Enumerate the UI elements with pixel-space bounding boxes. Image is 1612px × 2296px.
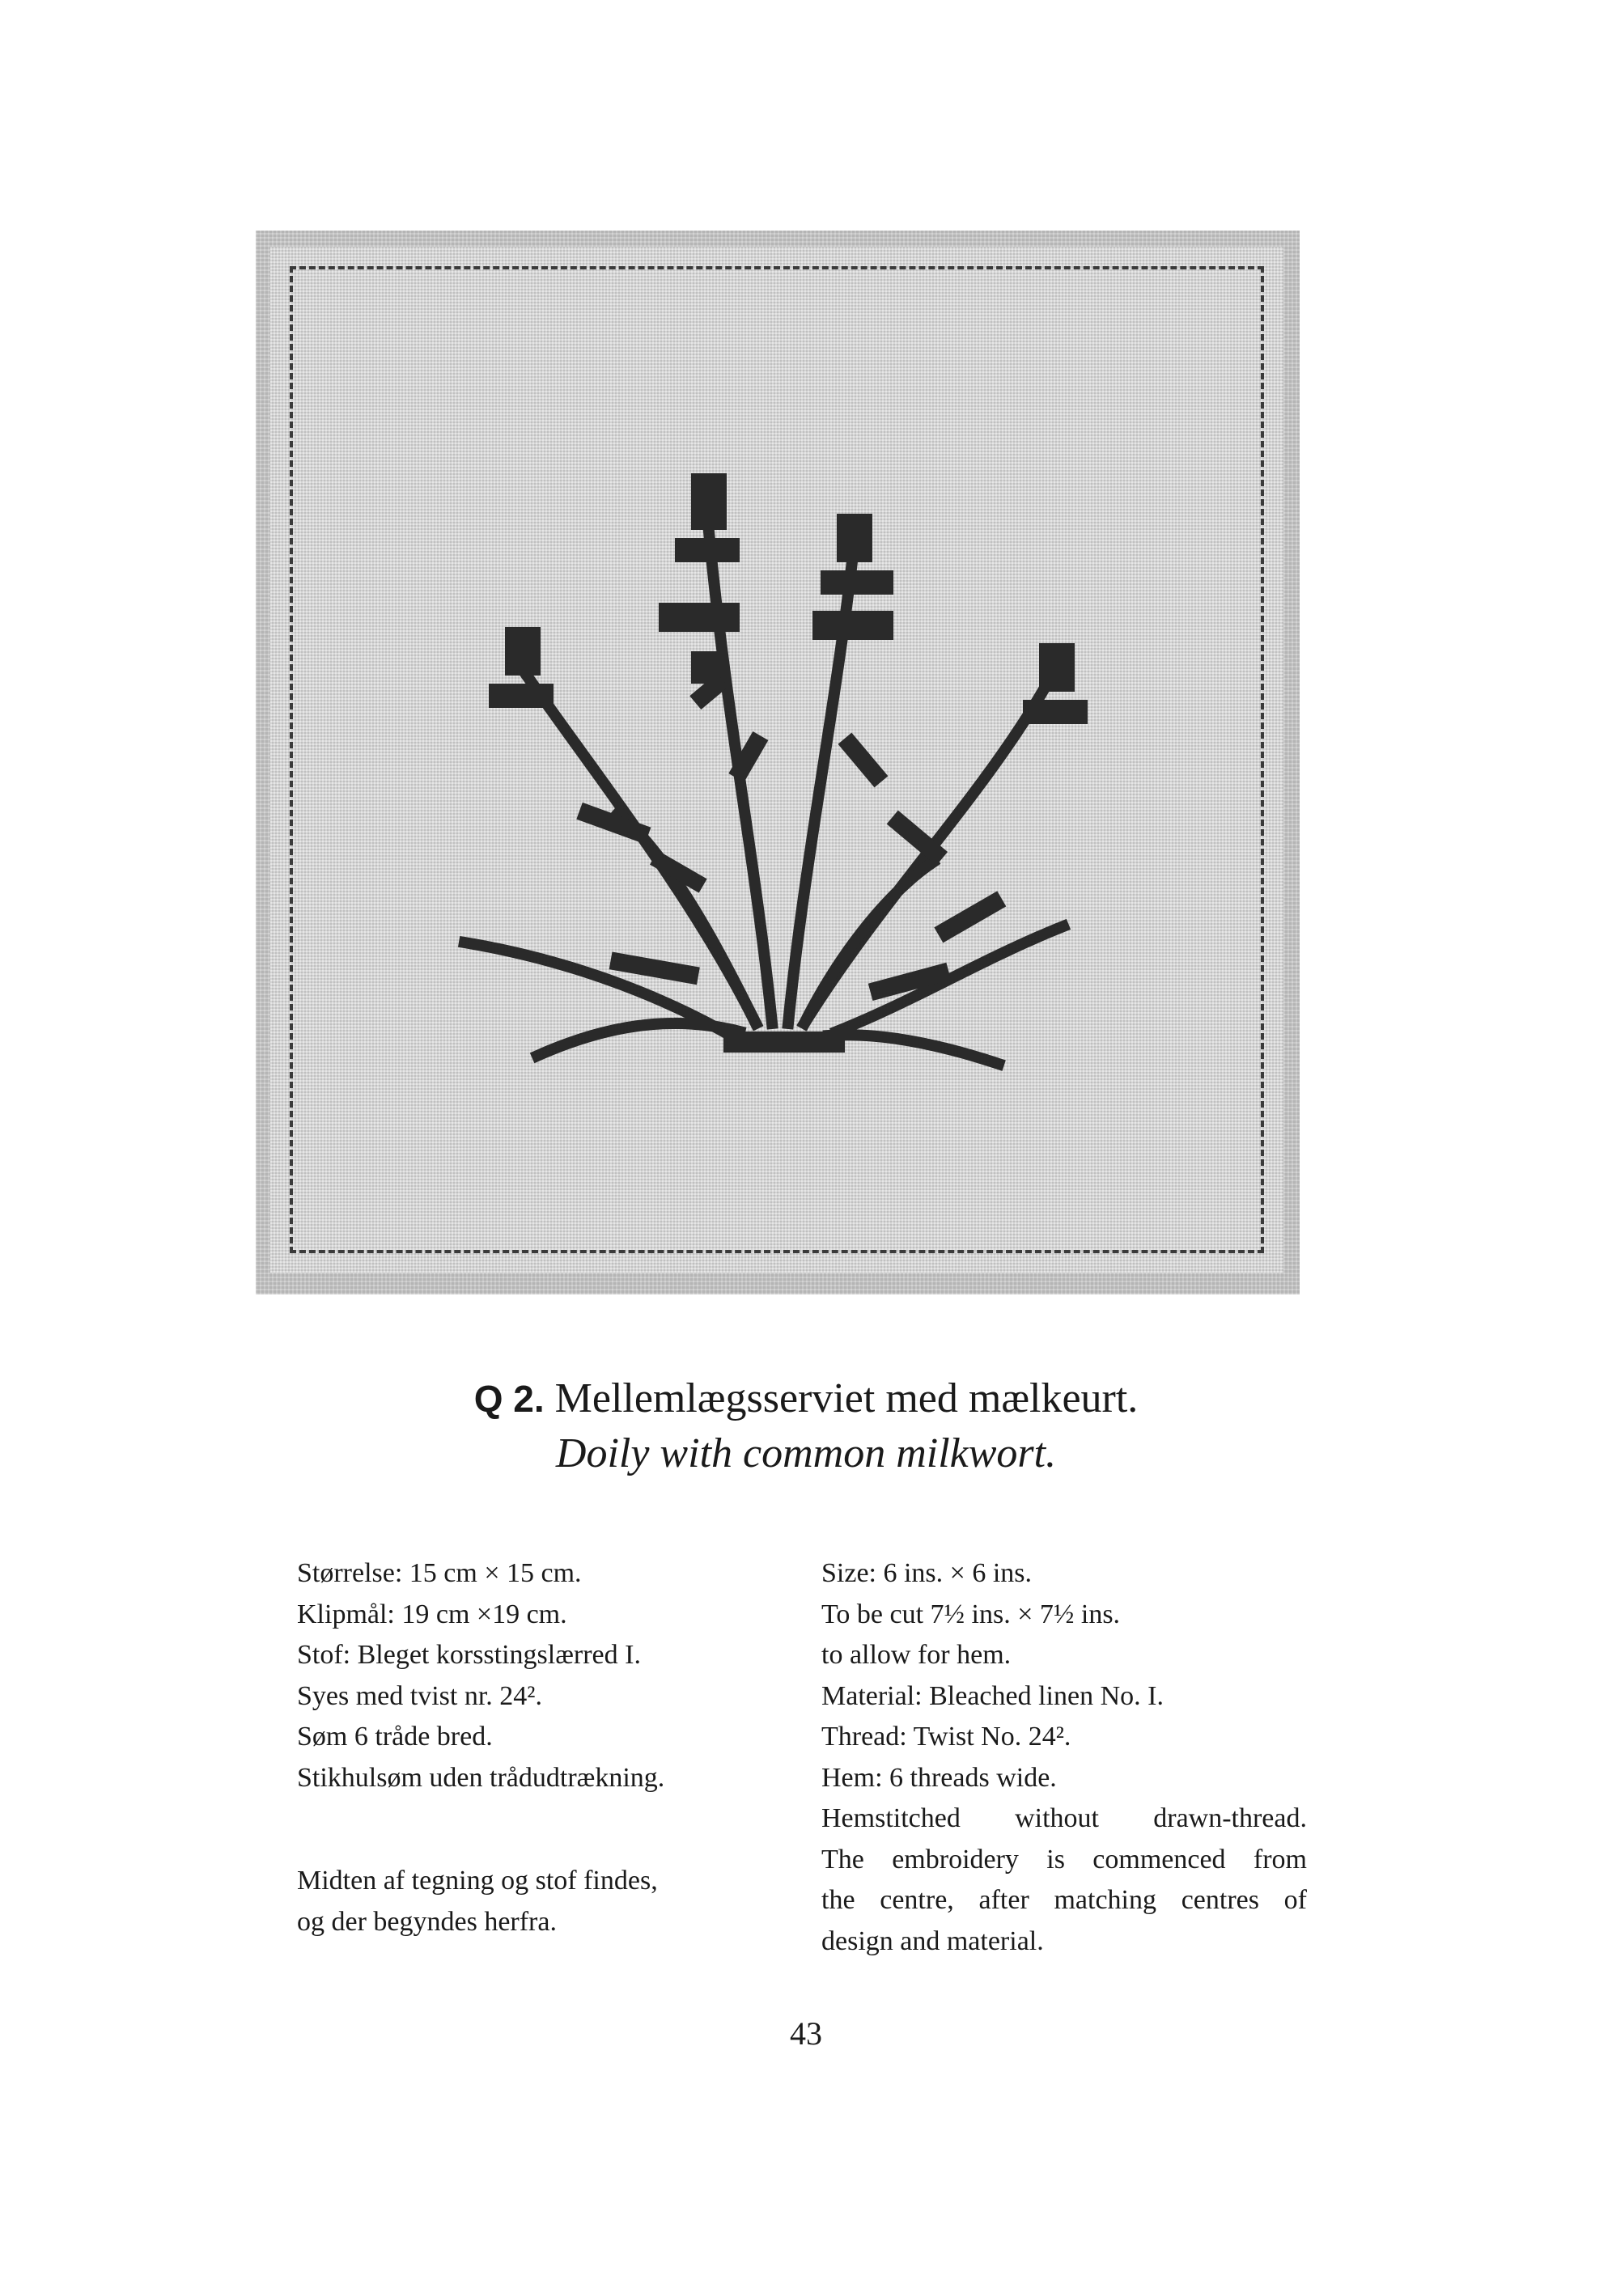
danish-line: Klipmål: 19 cm ×19 cm. <box>297 1599 567 1629</box>
page-number: 43 <box>790 2015 822 2052</box>
danish-note <box>297 1861 750 1942</box>
english-instructions <box>821 1553 1307 1962</box>
milkwort-embroidery <box>270 247 1283 1273</box>
danish-line: Stof: Bleget korsstingslærred I. <box>297 1640 641 1670</box>
danish-line: Stikhulsøm uden trådudtrækning. <box>297 1762 665 1793</box>
figure-number: Q 2. <box>473 1378 545 1420</box>
linen-doily <box>270 247 1283 1273</box>
english-line: The embroidery is commenced from <box>821 1844 1307 1875</box>
caption-danish-title: Mellemlægsserviet med mælkeurt. <box>554 1375 1139 1421</box>
english-line: To be cut 7½ ins. × 7½ ins. <box>821 1599 1121 1629</box>
danish-line: Søm 6 tråde bred. <box>297 1722 493 1752</box>
english-line: Material: Bleached linen No. I. <box>821 1680 1164 1711</box>
doily-photograph <box>256 231 1300 1294</box>
danish-note-line: Midten af tegning og stof findes, <box>297 1866 658 1896</box>
english-line: Hemstitched without drawn-thread. <box>821 1803 1307 1833</box>
english-line: the centre, after matching centres of <box>821 1885 1307 1915</box>
danish-line: Syes med tvist nr. 24². <box>297 1680 542 1711</box>
english-line: design and material. <box>821 1925 1044 1956</box>
caption-title <box>0 1375 1612 1421</box>
english-line: Hem: 6 threads wide. <box>821 1762 1057 1793</box>
english-line: Thread: Twist No. 24². <box>821 1722 1071 1752</box>
danish-note-line: og der begyndes herfra. <box>297 1906 557 1937</box>
english-line: to allow for hem. <box>821 1640 1012 1670</box>
caption-english-title: Doily with common milkwort. <box>555 1430 1057 1476</box>
danish-instructions <box>297 1553 750 1798</box>
danish-line: Størrelse: 15 cm × 15 cm. <box>297 1558 582 1588</box>
english-line: Size: 6 ins. × 6 ins. <box>821 1558 1033 1588</box>
